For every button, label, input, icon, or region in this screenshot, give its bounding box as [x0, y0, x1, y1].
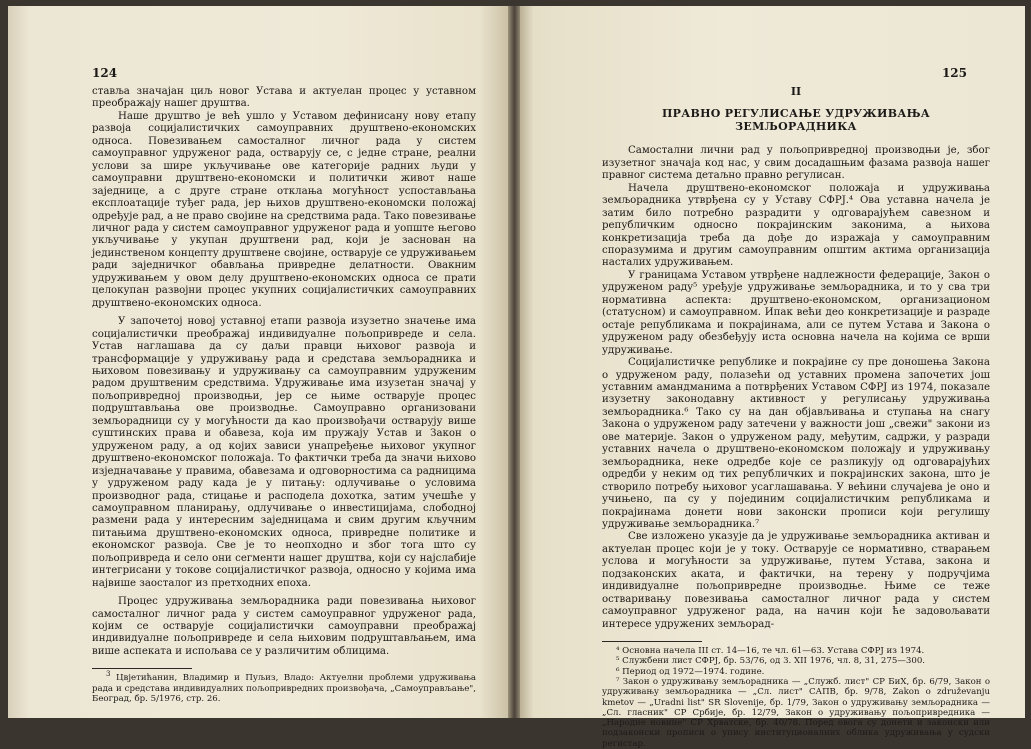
page-number-left: 124	[92, 66, 118, 80]
paragraph: Наше друштво је већ ушло у Уставом дефинисану нову етапу развоја социјалистичких самоуправних друштвено-економских односа. Повезивањем самосталног личног рада у систем самоуправног удруженог рада, остварују се, с једне стране, реални услови за шире укључивање ове категорије радних људи у самоуправни друштвено-економски и политички живот наше заједнице, а с друге стране отклања могућност успостављања експлоатације туђег рада, јер њихов друштвено-економски положај одређује рад, а не право својине на средствима рада. Тако повезивање личног рада у систем самоуправног удруженог рада и уопште његово укључивање у укупан друштвени рад, који је заснован на јединственом концепту друштвене својине, остварује се удруживањем ради заједничког обављања привредне делатности. Овакним удруживањем у овом делу друштвено-економских односа се прати целокупан развојни процес укупних социјалистичких самоуправних друштвено-економских односа.	[92, 110, 476, 309]
chapter-number: II	[790, 85, 802, 98]
paragraph: Све изложено указује да је удруживање земљорадника активан и актуелан процес који је у току. Остварује се нормативно, стварањем услова и могућности за удруживање, путем Устава, закона и подзаконских аката, и фактички, на терену у подручјима индивидуалне пољопривредне производње. Њиме се теже остваривању повезивања самосталног личног рада у систем самоуправног удруженог рада, на начин који ће задовољавати интересе удружених земљорад-	[602, 531, 990, 630]
footnote: ⁵ Службени лист СФРЈ, бр. 53/76, од 3. XII 1976, чл. 8, 31, 275—300.	[616, 656, 926, 667]
paragraph: Процес удруживања земљорадника ради повезивања њиховог самосталног личног рада у систем самоуправног удруженог рада, којим се остварује социјалистички самоуправни преображај индивидуалне пољопривреде и села њиховим подруштављањем, има више аспеката и испољава се у различитим облицима.	[92, 596, 476, 657]
left-body-text	[92, 86, 476, 704]
paragraph: Начела друштвено-економског положаја и удруживања земљорадника утврђена су у Уставу СФРЈ.⁴ Ова уставна начела је затим било потребно разрадити у одговарајућем савезном и републичким односно покрајинским законима, а њихова конкретизација треба да дође до изражаја у самоуправним споразумима и другим самоуправним општим актима организација насталих удруживањем.	[602, 182, 990, 269]
book-spread	[8, 2, 1025, 749]
paragraph: Социјалистичке републике и покрајине су пре доношења Закона о удруженом раду, полазећи од уставних промена започетих још уставним амандманима а потврђених Уставом СФРЈ из 1974, показале изузетну законодавну активност у регулисању удруживања земљорадника.⁶ Тако су на дан објављивања и ступања на снагу Закона о удруженом раду затечени у важности још „свежи" закони из ове материје. Закон о удруженом раду, међутим, садржи, у разради уставних начела о друштвено-економском положају и удруживању земљорадника, неке одредбе које се разликују од одговарајућих одредби у неким од тих републичких и покрајинских закона, што је створило потребу њиховог усаглашавања. У већини случајева је оно и учињено, па су у појединим социјалистичким републикама и покрајинама донети нови законски прописи који регулишу удруживање земљорадника.⁷	[602, 357, 990, 530]
left-page	[8, 6, 510, 718]
right-page	[520, 6, 1025, 749]
footnotes-right	[602, 646, 990, 749]
footnotes-left	[92, 670, 477, 704]
footnote-mark: 3	[106, 670, 111, 679]
footnote	[92, 670, 477, 704]
page-number-right: 125	[941, 66, 967, 80]
footnote-text: Цвјетићанин, Владимир и Пуљиз, Владо: Актуелни проблеми удруживања рада и средстава индивидуалних пољопривредних произвођача, „Самоуправљање", Београд, бр. 5/1976, стр. 26.	[92, 673, 477, 704]
footnote: ⁷ Закон о удруживању земљорадника — „Служб. лист" СР БиХ, бр. 6/79, Закон о удруживању земљорадника — „Сл. лист" САПВ, бр. 9/78, Zakon o združevanju kmetov — „Uradni list" SR Slovenije, бр. 1/79, Закон о удруживању земљорадника — „Сл. гласник" СР Србије, бр. 12/79, Закон о удруживању пољопривредника — „Народне новине" СР Хрватске, бр. 40/78. Поред овога су донети и законски или подзаконски прописи о упису институционалних облика удруживања у судски регистар.	[602, 676, 990, 749]
right-body-text	[602, 86, 990, 749]
paragraph: У границама Уставом утврђене надлежности федерације, Закон о удруженом раду⁵ уређује удруживање земљорадника, и то у сва три нормативна аспекта: друштвено-економском, организационом (статусном) и самоуправном. Ипак већи део конкретизације и разраде остаје републикама и покрајинама, али се путем Устава и Закона о удруженом раду обезбеђују иста основна начела на којима се врши удруживање.	[602, 269, 990, 356]
footnote: ⁶ Период од 1972—1974. године.	[616, 666, 765, 677]
chapter-title: ПРАВНО РЕГУЛИСАЊЕ УДРУЖИВАЊА ЗЕМЉОРАДНИКА	[661, 107, 931, 133]
footnote-rule	[602, 641, 702, 642]
paragraph: У започетој новој уставној етапи развоја изузетно значење има социјалистички преображај индивидуалне пољопривреде и села. Устав наглашава да су даљи правци њиховог развоја и трансформације у удруживању рада и средстава земљорадника и њиховом повезивању и удруживању са самоуправним удруженим радом друштвеним средствима. Удруживање има изузетан значај у пољопривредној производњи, јер се њиме остварује процес подруштављања ове производње. Самоуправно организовани земљорадници су у могућности да као произвођачи остварују више суштинских права и обавеза, која им пружају Устав и Закон о удруженом раду, а од којих зависи унапређење њиховог укупног друштвено-економског положаја. То фактички треба да значи њихово изједначавање у правима, обавезама и одговорностима са радницима у удруженом раду када је у питању: одлучивање о условима производног рада, стицање и расподела дохотка, затим учешће у самоуправном планирању, одлучивање о инвестицијама, слободној размени рада у интересним заједницама и свим другим кључним питањима друштвено-економских односа, привредне политике и економског развоја. Све је то неопходно и због тога што су пољопривреда и село они сегменти нашег друштва, који су најслабије интегрисани у токове социјалистичког развоја, односно у којима има највише заосталог из претходних епоха.	[92, 316, 476, 589]
paragraph: стављa значајан циљ новог Устава и актуелан процес у уставном преображају нашег друштва.	[92, 86, 476, 110]
footnote: ⁴ Основна начела III ст. 14—16, те чл. 61—63. Устава СФРЈ из 1974.	[616, 646, 925, 657]
paragraph: Самостални лични рад у пољопривредној производњи је, због изузетног значаја код нас, у свим досадашњим фазама развоја нашег правног система детаљно правно регулисан.	[602, 145, 990, 182]
footnote-rule	[92, 668, 192, 669]
